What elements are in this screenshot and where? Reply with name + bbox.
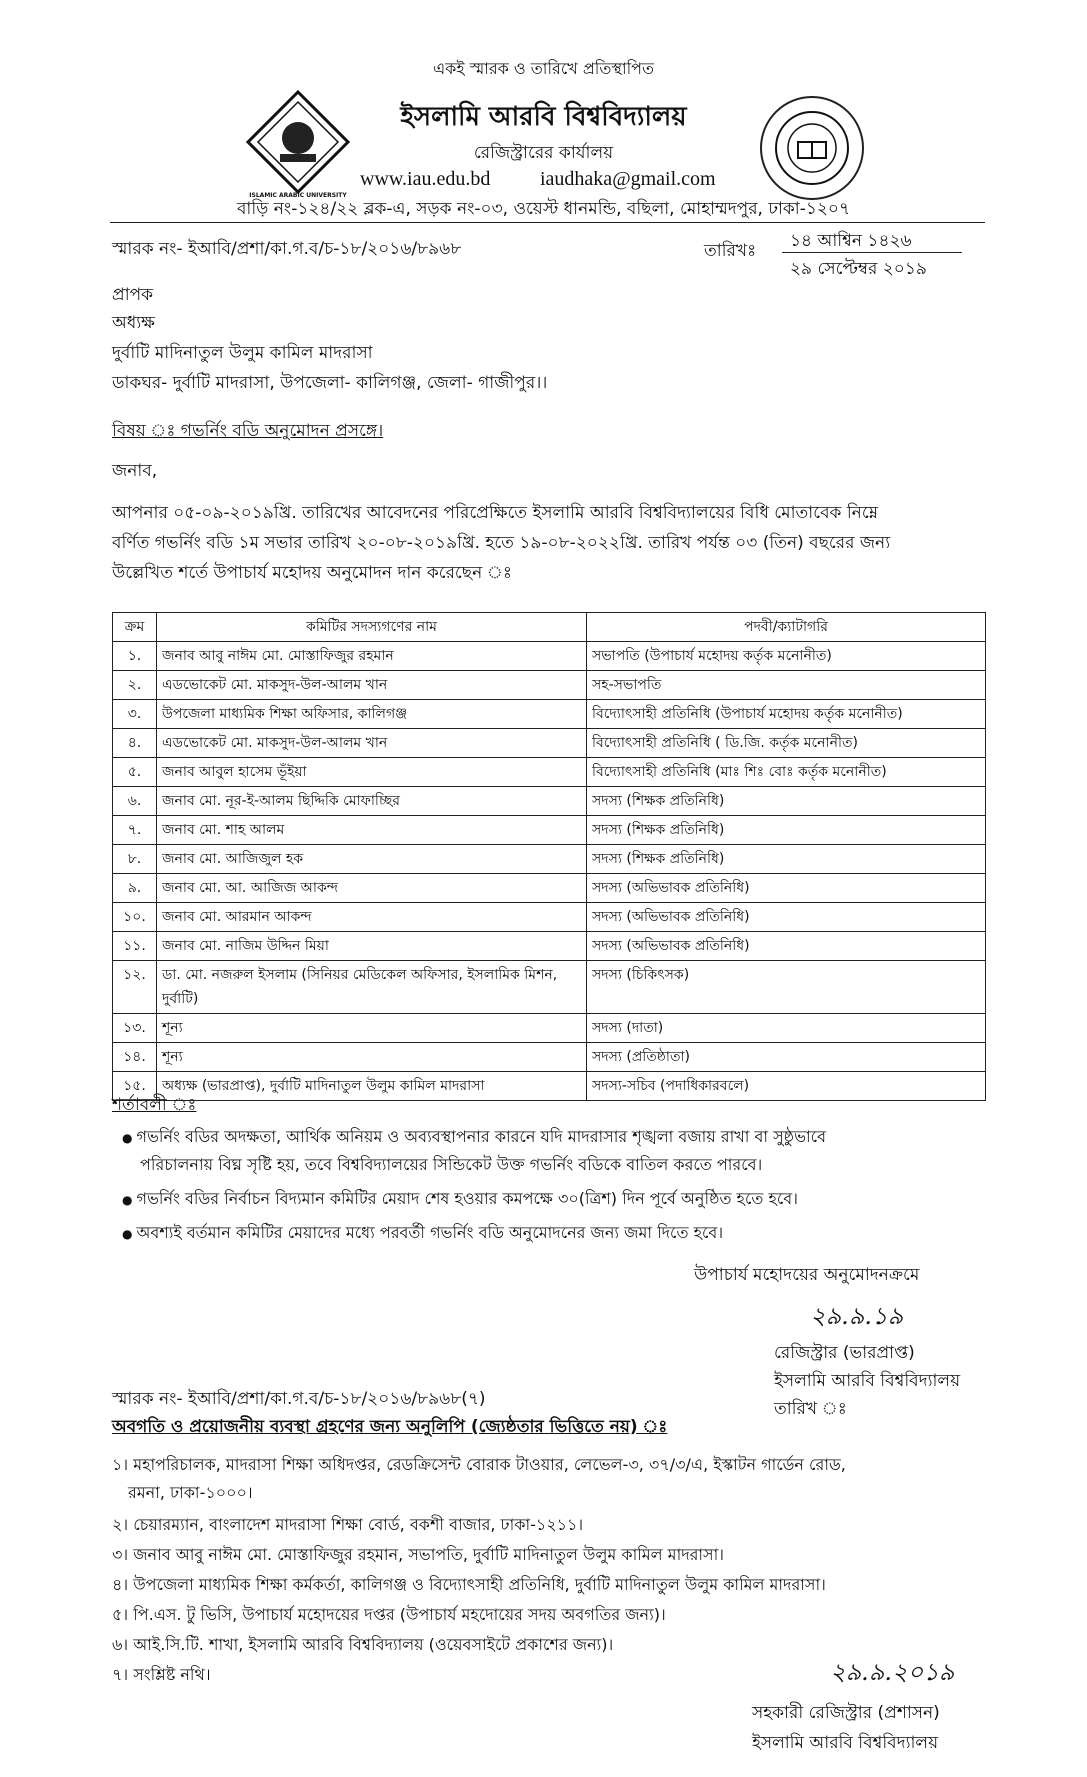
recipient-title: অধ্যক্ষ bbox=[112, 313, 155, 333]
university-logo-text: ISLAMIC ARABIC UNIVERSITY bbox=[249, 192, 347, 199]
table-header-row bbox=[113, 613, 986, 642]
row-name: জনাব মো. আজিজুল হক bbox=[157, 845, 587, 874]
row-serial: ৪. bbox=[113, 729, 157, 758]
copy-line: ৬। আই.সি.টি. শাখা, ইসলামি আরবি বিশ্ববিদ্যালয় (ওয়েবসাইটে প্রকাশের জন্য)। bbox=[112, 1635, 614, 1654]
row-serial: ১৩. bbox=[113, 1014, 157, 1043]
copy-heading: অবগতি ও প্রয়োজনীয় ব্যবস্থা গ্রহণের জন্য অনুলিপি (জ্যেষ্ঠতার ভিত্তিতে নয়) ঃ bbox=[112, 1417, 668, 1437]
recipient-address: ডাকঘর- দুর্বাটি মাদরাসা, উপজেলা- কালিগঞ্জ, জেলা- গাজীপুর।। bbox=[112, 373, 548, 393]
website-link[interactable]: www.iau.edu.bd bbox=[360, 168, 491, 190]
row-serial: ১. bbox=[113, 642, 157, 671]
row-serial: ১৪. bbox=[113, 1043, 157, 1072]
signature-assistant-registrar: ২৯.৯.২০১৯ bbox=[830, 1658, 955, 1686]
date-bangla: ১৪ আশ্বিন ১৪২৬ bbox=[790, 231, 912, 251]
row-role: সদস্য (শিক্ষক প্রতিনিধি) bbox=[587, 845, 986, 874]
body-line-1: আপনার ০৫-০৯-২০১৯খ্রি. তারিখের আবেদনের পরিপ্রেক্ষিতে ইসলামি আরবি বিশ্ববিদ্যালয়ের বিধি মোতাবেক নিম্নে bbox=[112, 503, 879, 523]
row-role: সদস্য (দাতা) bbox=[587, 1014, 986, 1043]
table-row bbox=[113, 961, 986, 1014]
table-row bbox=[113, 642, 986, 671]
university-logo-icon bbox=[244, 88, 352, 196]
registrar-org: ইসলামি আরবি বিশ্ববিদ্যালয় bbox=[774, 1371, 961, 1391]
memo-number: স্মারক নং- ইআবি/প্রশা/কা.গ.ব/চ-১৮/২০১৬/৮৯৬৮ bbox=[112, 239, 462, 259]
row-name: শূন্য bbox=[157, 1014, 587, 1043]
signature-registrar: ২৯.৯.১৯ bbox=[810, 1302, 904, 1330]
copy-line: ৪। উপজেলা মাধ্যমিক শিক্ষা কর্মকর্তা, কালিগঞ্জ ও বিদ্যোৎসাহী প্রতিনিধি, দুর্বাটি মাদিনাতুল উলুম কামিল মাদরাসা। bbox=[112, 1575, 826, 1594]
salutation: জনাব, bbox=[112, 461, 158, 481]
header-address: বাড়ি নং-১২৪/২২ ব্লক-এ, সড়ক নং-০৩, ওয়েস্ট ধানমন্ডি, বছিলা, মোহাম্মদপুর, ঢাকা-১২০৭ bbox=[236, 199, 851, 219]
body-line-3: উল্লেখিত শর্তে উপাচার্য মহোদয় অনুমোদন দান করেছেন ঃ bbox=[112, 563, 512, 583]
row-name: এডভোকেট মো. মাকসুদ-উল-আলম খান bbox=[157, 671, 587, 700]
row-name: অধ্যক্ষ (ভারপ্রাপ্ত), দুর্বাটি মাদিনাতুল উলুম কামিল মাদরাসা bbox=[157, 1072, 587, 1101]
row-serial: ১১. bbox=[113, 932, 157, 961]
row-serial: ৩. bbox=[113, 700, 157, 729]
assistant-registrar-org: ইসলামি আরবি বিশ্ববিদ্যালয় bbox=[752, 1733, 939, 1753]
condition-item: ● গভর্নিং বডির নির্বাচন বিদ্যমান কমিটির মেয়াদ শেষ হওয়ার কমপক্ষে ৩০(ত্রিশ) দিন পূর্বে অনুষ্ঠিত হতে হবে। bbox=[122, 1186, 798, 1213]
copy-line: ৩। জনাব আবু নাঈম মো. মোস্তাফিজুর রহমান, সভাপতি, দুর্বাটি মাদিনাতুল উলুম কামিল মাদরাসা। bbox=[112, 1545, 724, 1564]
table-row bbox=[113, 758, 986, 787]
copy-line: ২। চেয়ারম্যান, বাংলাদেশ মাদরাসা শিক্ষা বোর্ড, বকশী বাজার, ঢাকা-১২১১। bbox=[112, 1515, 584, 1534]
row-serial: ১৫. bbox=[113, 1072, 157, 1101]
row-serial: ১০. bbox=[113, 903, 157, 932]
row-serial: ২. bbox=[113, 671, 157, 700]
row-role: সদস্য (অভিভাবক প্রতিনিধি) bbox=[587, 903, 986, 932]
date-divider bbox=[782, 252, 962, 253]
table-row bbox=[113, 816, 986, 845]
row-name: জনাব মো. আ. আজিজ আকন্দ bbox=[157, 874, 587, 903]
row-serial: ৮. bbox=[113, 845, 157, 874]
row-role: সহ-সভাপতি bbox=[587, 671, 986, 700]
registrar-title: রেজিস্ট্রার (ভারপ্রাপ্ত) bbox=[774, 1343, 915, 1363]
row-name: জনাব আবুল হাসেম ভূঁইয়া bbox=[157, 758, 587, 787]
office-name: রেজিস্ট্রারের কার্যালয় bbox=[473, 143, 614, 163]
table-row bbox=[113, 845, 986, 874]
subject: বিষয় ঃ গভর্নিং বডি অনুমোদন প্রসঙ্গে। bbox=[112, 421, 384, 441]
row-serial: ৬. bbox=[113, 787, 157, 816]
row-role: সদস্য (প্রতিষ্ঠাতা) bbox=[587, 1043, 986, 1072]
row-role: বিদ্যোৎসাহী প্রতিনিধি (মাঃ শিঃ বোঃ কর্তৃক মনোনীত) bbox=[587, 758, 986, 787]
row-name: জনাব মো. নাজিম উদ্দিন মিয়া bbox=[157, 932, 587, 961]
row-name: জনাব মো. আরমান আকন্দ bbox=[157, 903, 587, 932]
date-label: তারিখঃ bbox=[704, 241, 757, 261]
row-role: সদস্য (অভিভাবক প্রতিনিধি) bbox=[587, 932, 986, 961]
condition-item: ● অবশ্যই বর্তমান কমিটির মেয়াদের মধ্যে পরবর্তী গভর্নিং বডি অনুমোদনের জন্য জমা দিতে হবে। bbox=[122, 1220, 723, 1247]
header-name: কমিটির সদস্যগণের নাম bbox=[157, 613, 587, 642]
table-row bbox=[113, 1014, 986, 1043]
row-role: বিদ্যোৎসাহী প্রতিনিধি (উপাচার্য মহোদয় কর্তৃক মনোনীত) bbox=[587, 700, 986, 729]
row-serial: ৫. bbox=[113, 758, 157, 787]
body-line-2: বর্ণিত গভর্নিং বডি ১ম সভার তারিখ ২০-০৮-২০১৯খ্রি. হতে ১৯-০৮-২০২২খ্রি. তারিখ পর্যন্ত ০৩ (তিন) বছরের জন্য bbox=[112, 533, 891, 553]
row-name: শূন্য bbox=[157, 1043, 587, 1072]
header-serial: ক্রম bbox=[113, 613, 157, 642]
table-row bbox=[113, 932, 986, 961]
row-name: উপজেলা মাধ্যমিক শিক্ষা অফিসার, কালিগঞ্জ bbox=[157, 700, 587, 729]
table-row bbox=[113, 787, 986, 816]
condition-item-continued: পরিচালনায় বিঘ্ন সৃষ্টি হয়, তবে বিশ্ববিদ্যালয়ের সিন্ডিকেট উক্ত গভর্নিং বডিকে বাতিল করতে পারবে। bbox=[140, 1155, 763, 1174]
row-role: বিদ্যোৎসাহী প্রতিনিধি ( ডি.জি. কর্তৃক মনোনীত) bbox=[587, 729, 986, 758]
row-name: এডভোকেট মো. মাকসুদ-উল-আলম খান bbox=[157, 729, 587, 758]
row-role: সদস্য (শিক্ষক প্রতিনিধি) bbox=[587, 816, 986, 845]
row-name: জনাব মো. নূর-ই-আলম ছিদ্দিকি মোফাচ্ছির bbox=[157, 787, 587, 816]
table-row bbox=[113, 700, 986, 729]
recipient-institution: দুর্বাটি মাদিনাতুল উলুম কামিল মাদরাসা bbox=[112, 343, 373, 363]
row-name: জনাব মো. শাহ আলম bbox=[157, 816, 587, 845]
row-role: সদস্য (শিক্ষক প্রতিনিধি) bbox=[587, 787, 986, 816]
university-name: ইসলামি আরবি বিশ্ববিদ্যালয় bbox=[400, 102, 687, 132]
row-role: সদস্য (অভিভাবক প্রতিনিধি) bbox=[587, 874, 986, 903]
row-role: সদস্য (চিকিৎসক) bbox=[587, 961, 986, 1014]
header-role: পদবী/ক্যাটাগরি bbox=[587, 613, 986, 642]
table-row bbox=[113, 903, 986, 932]
university-logo bbox=[244, 88, 352, 196]
table-row bbox=[113, 1072, 986, 1101]
madrasa-seal-icon bbox=[760, 96, 864, 200]
replacement-note: একই স্মারক ও তারিখে প্রতিস্থাপিত bbox=[432, 59, 655, 78]
row-serial: ১২. bbox=[113, 961, 157, 1014]
row-name: জনাব আবু নাঈম মো. মোস্তাফিজুর রহমান bbox=[157, 642, 587, 671]
copy-line: ৭। সংশ্লিষ্ট নথি। bbox=[112, 1665, 211, 1684]
condition-item: ● গভর্নিং বডির অদক্ষতা, আর্থিক অনিয়ম ও অব্যবস্থাপনার কারনে যদি মাদরাসার শৃঙ্খলা বজায় রাখা বা সুষ্ঠুভাবে bbox=[122, 1124, 826, 1151]
approval-note: উপাচার্য মহোদয়ের অনুমোদনক্রমে bbox=[694, 1265, 920, 1285]
conditions-heading: শর্তাবলী ঃ bbox=[112, 1095, 197, 1115]
email-link[interactable]: iaudhaka@gmail.com bbox=[540, 168, 716, 190]
header-divider bbox=[110, 222, 985, 223]
committee-table bbox=[112, 612, 986, 1101]
copy-line: ১। মহাপরিচালক, মাদরাসা শিক্ষা অধিদপ্তর, রেডক্রিসেন্ট বোরাক টাওয়ার, লেভেল-৩, ৩৭/৩/এ, ইস্কাটন গার্ডেন রোড, bbox=[112, 1455, 846, 1474]
table-row bbox=[113, 729, 986, 758]
row-serial: ৭. bbox=[113, 816, 157, 845]
table-row bbox=[113, 671, 986, 700]
row-name: ডা. মো. নজরুল ইসলাম (সিনিয়র মেডিকেল অফিসার, ইসলামিক মিশন, দুর্বাটি) bbox=[157, 961, 587, 1014]
recipient-label: প্রাপক bbox=[112, 285, 154, 305]
assistant-registrar-title: সহকারী রেজিস্ট্রার (প্রশাসন) bbox=[752, 1703, 940, 1723]
copy-line: ৫। পি.এস. টু ভিসি, উপাচার্য মহোদয়ের দপ্তর (উপাচার্য মহদোয়ের সদয় অবগতির জন্য)। bbox=[112, 1605, 666, 1624]
table-row bbox=[113, 1043, 986, 1072]
copy-line: রমনা, ঢাকা-১০০০। bbox=[128, 1483, 253, 1502]
date-gregorian: ২৯ সেপ্টেম্বর ২০১৯ bbox=[790, 259, 927, 279]
registrar-date-label: তারিখ ঃ bbox=[774, 1399, 847, 1419]
row-role: সদস্য-সচিব (পদাধিকারবলে) bbox=[587, 1072, 986, 1101]
row-serial: ৯. bbox=[113, 874, 157, 903]
copy-memo-number: স্মারক নং- ইআবি/প্রশা/কা.গ.ব/চ-১৮/২০১৬/৮৯৬৮(৭) bbox=[112, 1389, 486, 1409]
row-role: সভাপতি (উপাচার্য মহোদয় কর্তৃক মনোনীত) bbox=[587, 642, 986, 671]
table-row bbox=[113, 874, 986, 903]
